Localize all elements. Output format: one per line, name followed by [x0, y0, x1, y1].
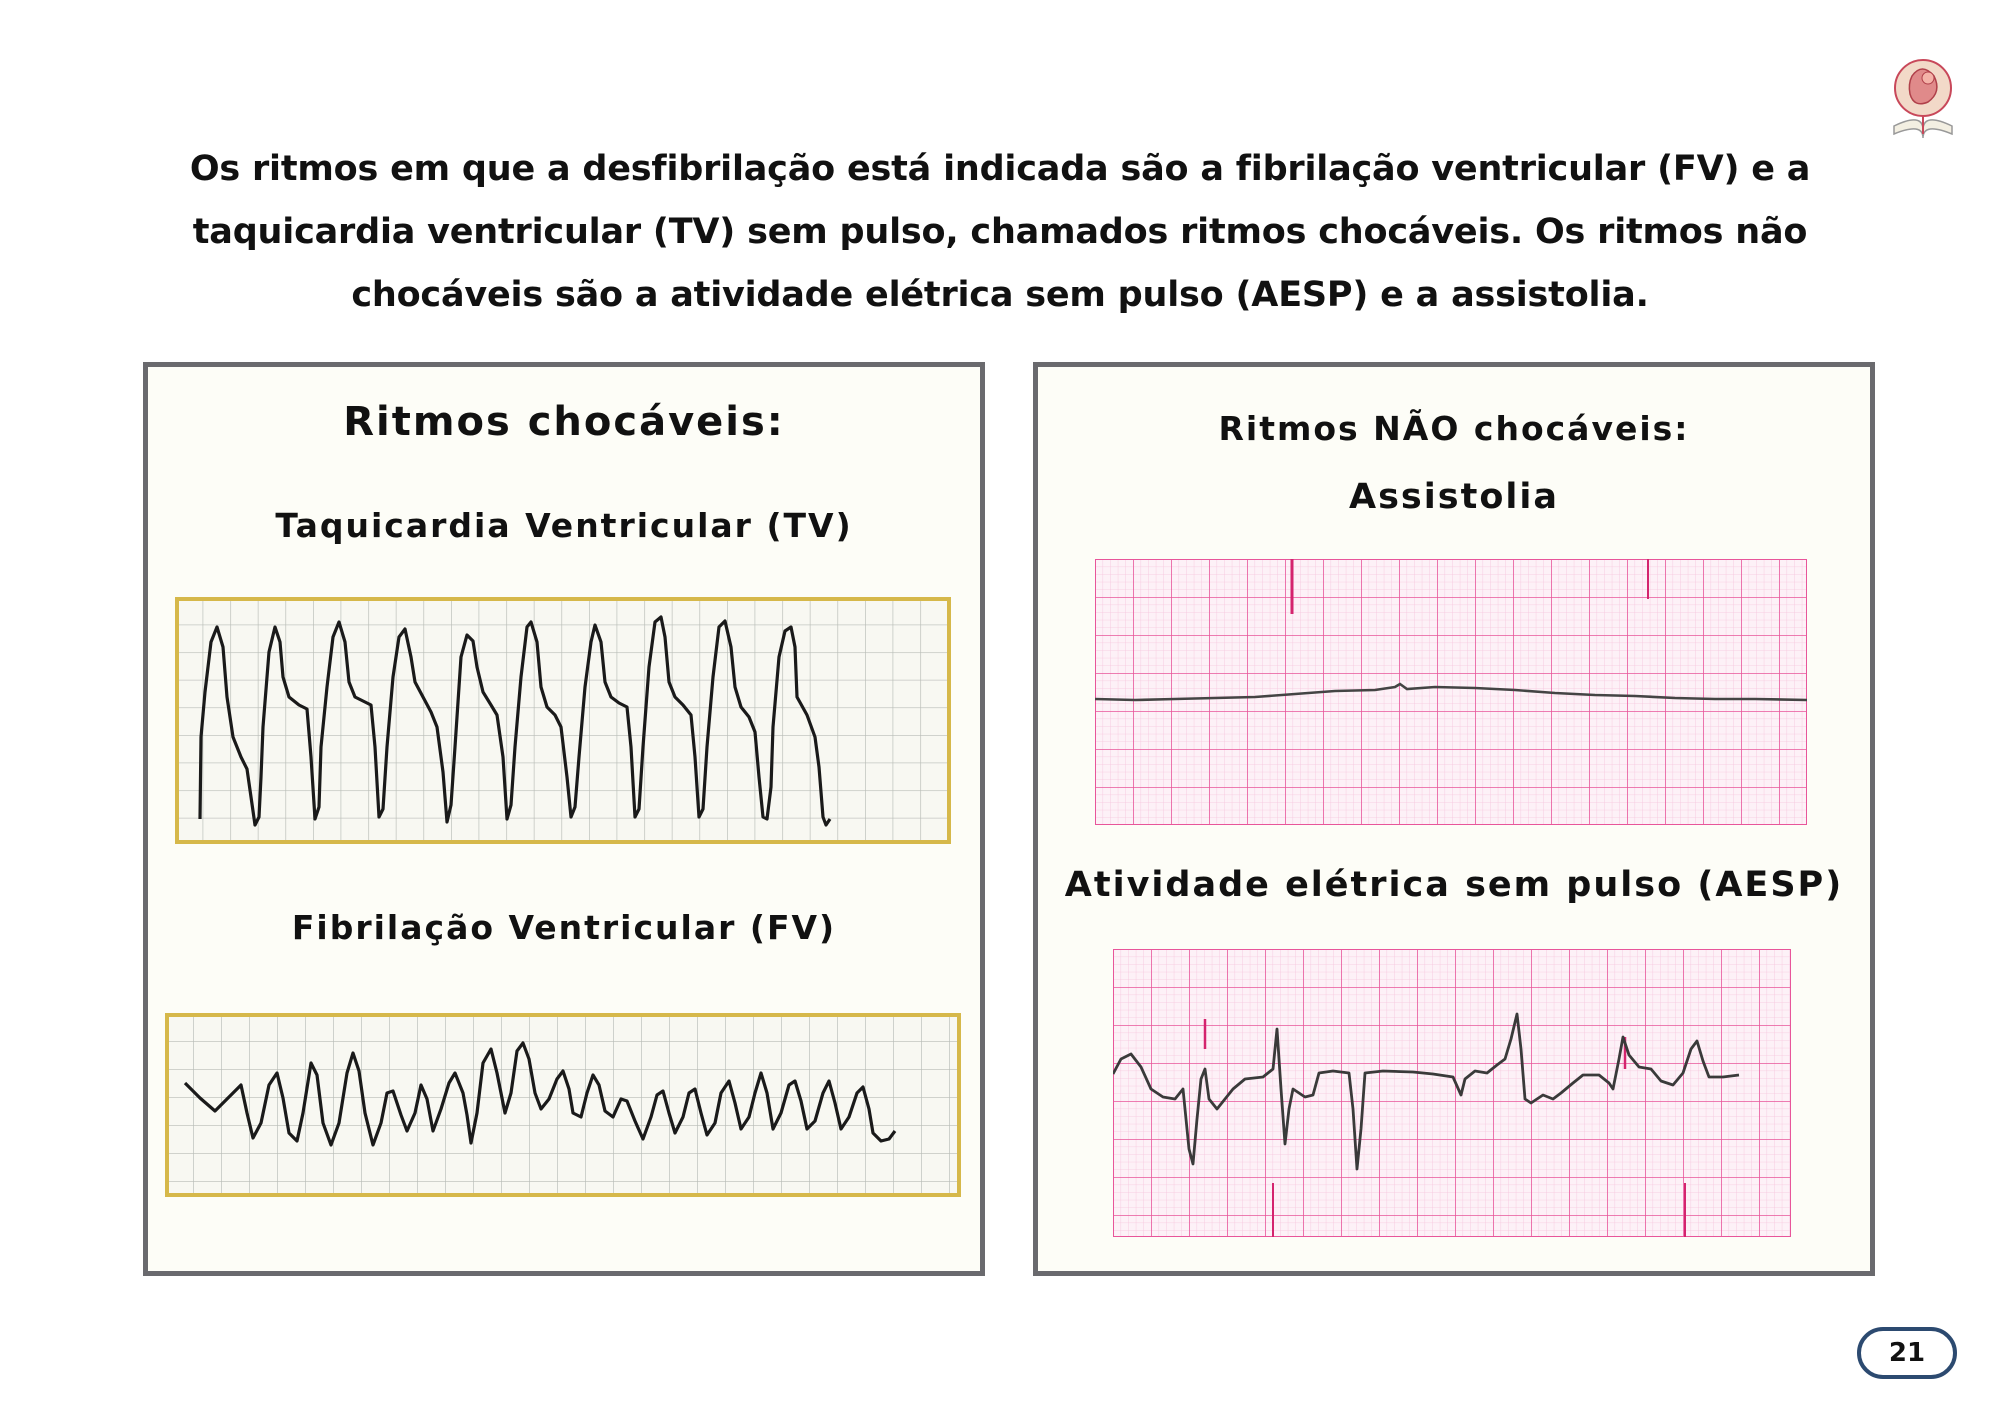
asystole-label: Assistolia: [1349, 477, 1559, 517]
non-shockable-panel-title: Ritmos NÃO chocáveis:: [1218, 409, 1690, 448]
tv-label: Taquicardia Ventricular (TV): [275, 506, 853, 545]
page-number-badge: 21: [1857, 1327, 1957, 1379]
aesp-ecg-strip: [1113, 949, 1791, 1237]
intro-paragraph: Os ritmos em que a desfibrilação está indicada são a fibrilação ventricular (FV) e a taquicardia ventricular (TV) sem pulso, chamados ritmos chocáveis. Os ritmos não chocáveis são a atividade elétrica sem pulso (AESP) e a assistolia.: [189, 149, 1811, 315]
aesp-label: Atividade elétrica sem pulso (AESP): [1064, 865, 1844, 905]
book-with-fetus-logo-icon: [1888, 46, 1958, 150]
tv-ecg-strip: [175, 597, 951, 844]
fv-label: Fibrilação Ventricular (FV): [291, 908, 837, 947]
fv-ecg-strip: [165, 1013, 961, 1197]
shockable-panel-title: Ritmos chocáveis:: [343, 399, 785, 445]
shockable-rhythms-panel: [143, 362, 985, 1276]
non-shockable-rhythms-panel: [1033, 362, 1875, 1276]
asystole-ecg-strip: [1095, 559, 1807, 825]
